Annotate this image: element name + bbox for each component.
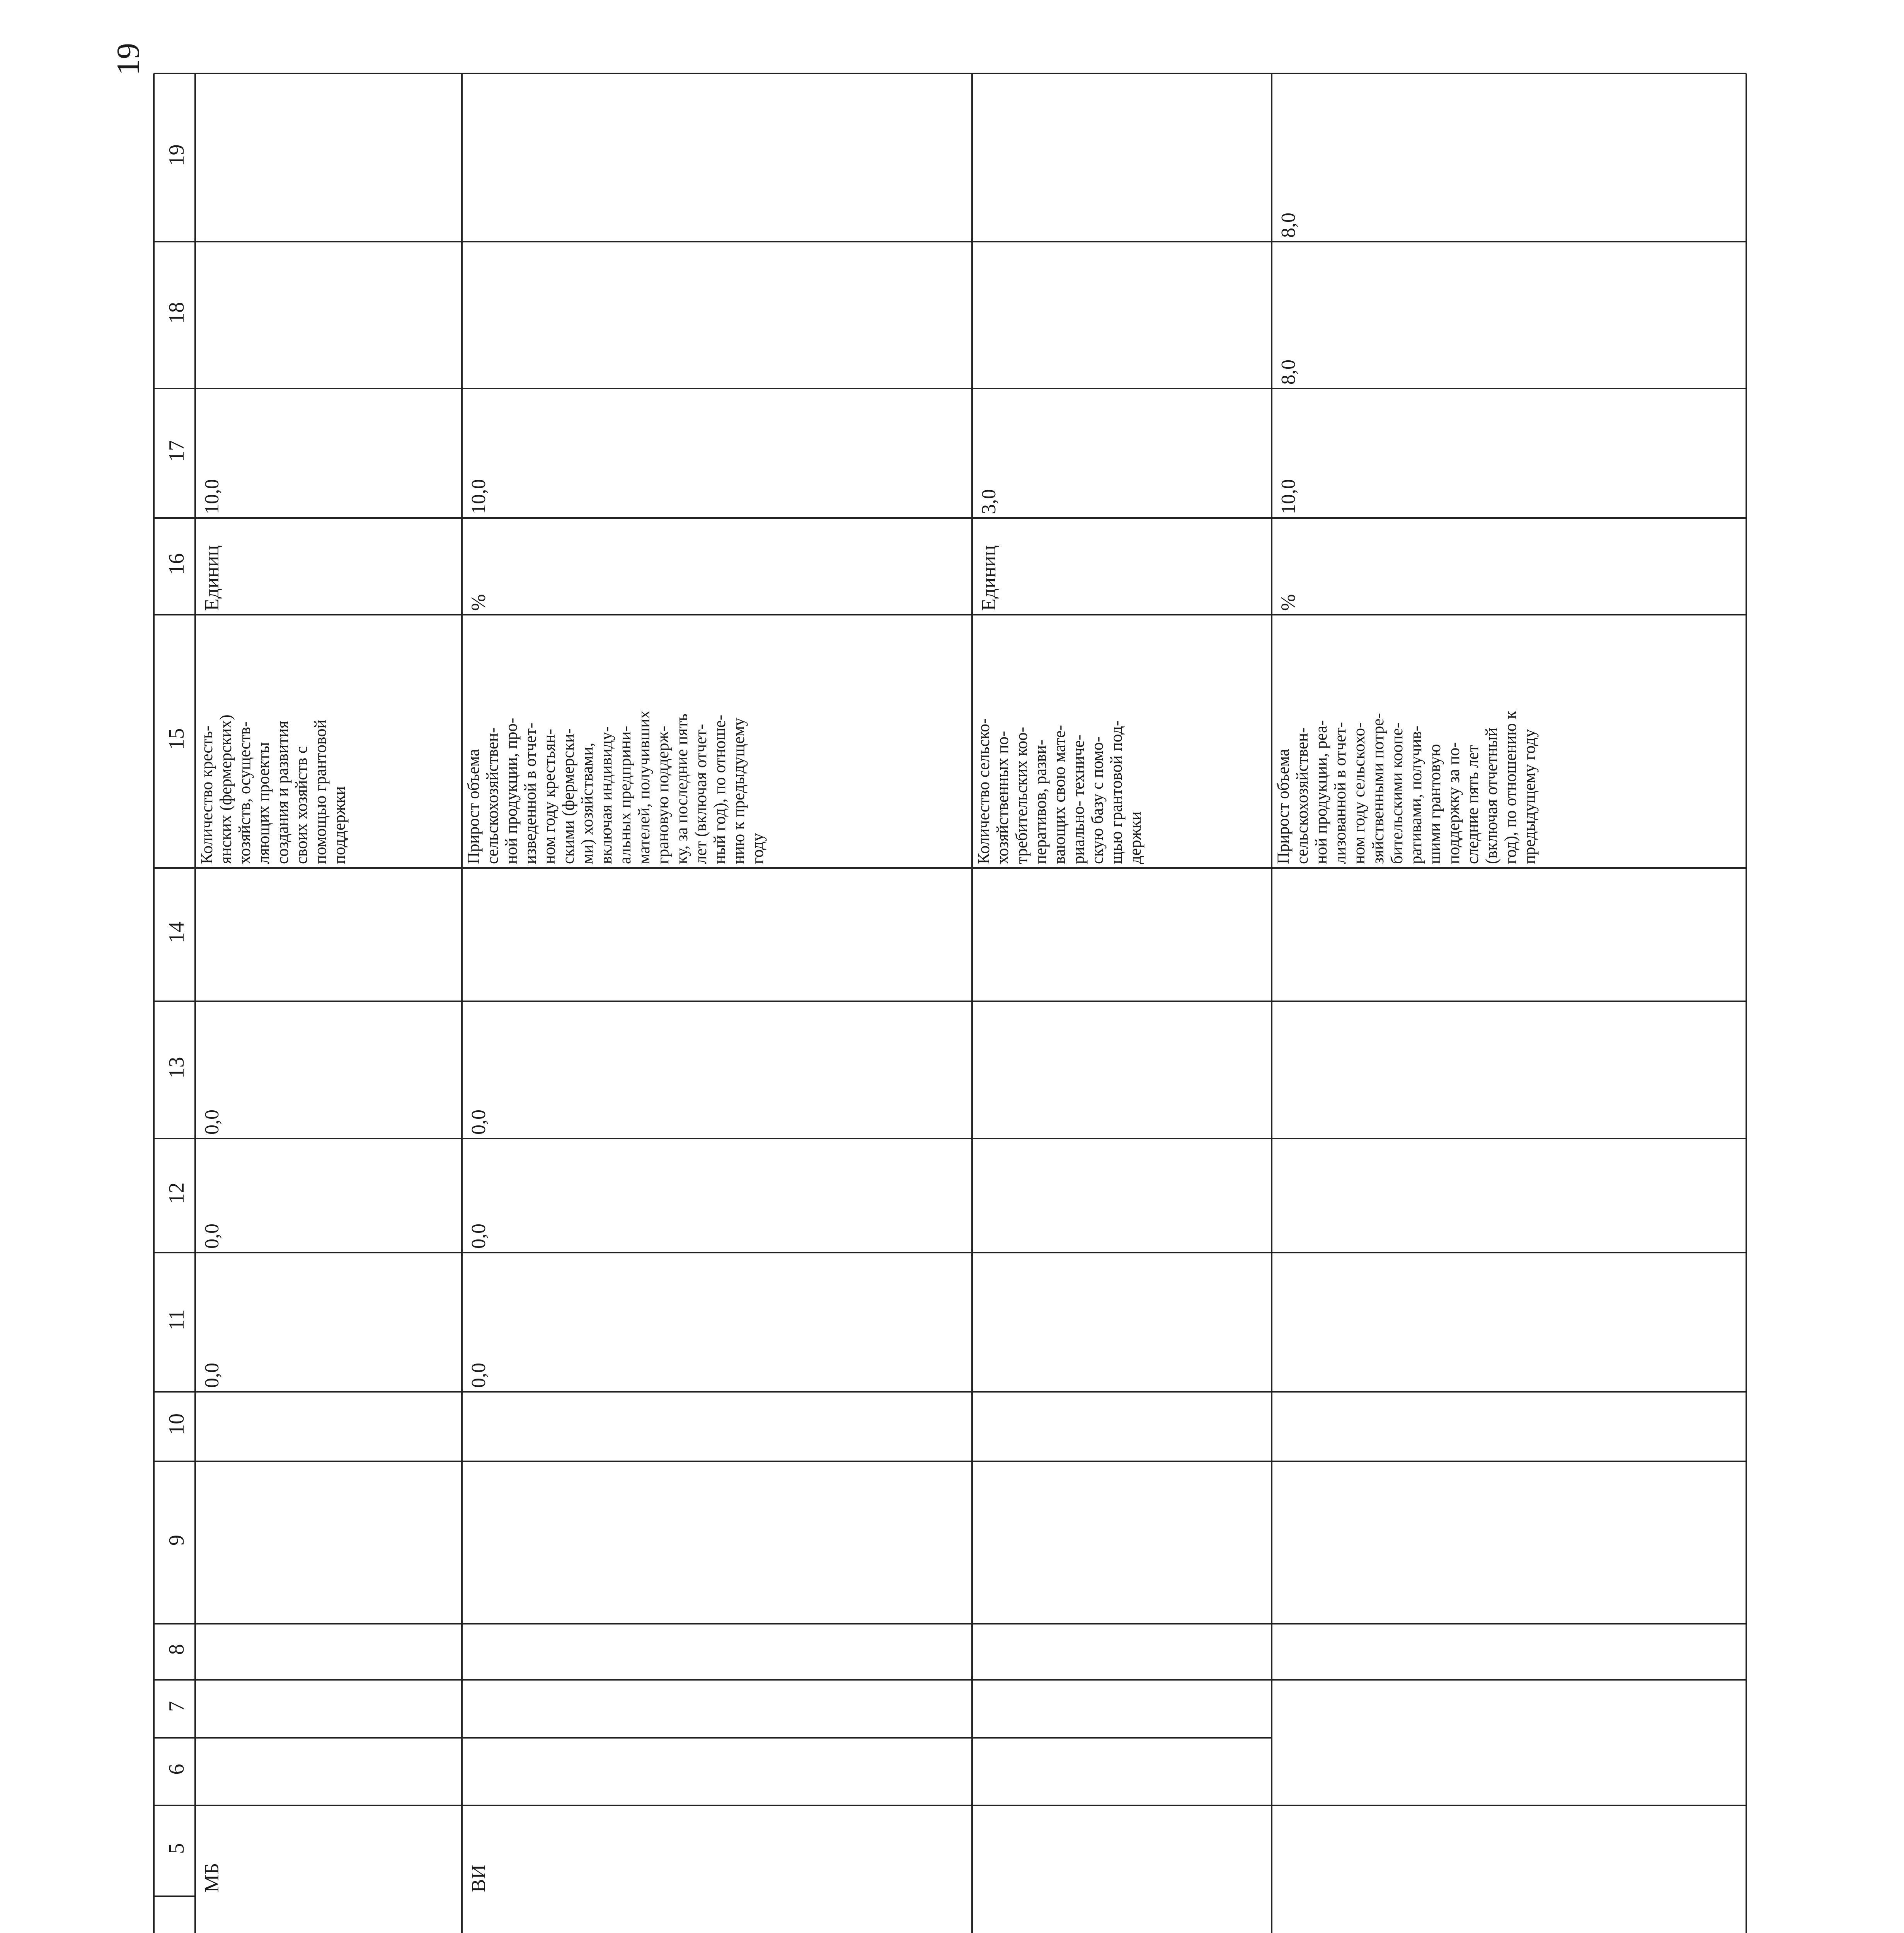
column-header-4-text <box>154 1896 195 1933</box>
column-header-14-text: 14 <box>164 921 189 943</box>
row-2-col-17-text: 10,0 <box>468 479 490 514</box>
row-3-indicator-name-text: Количество сельско- хозяйственных по- требительских коо- перативов, разви- вающих свою мате- риально- техниче- скую базу с помо- щью грантовой под- держки <box>975 718 1144 864</box>
column-header-8 <box>154 1624 195 1680</box>
row-4-indicator-name <box>1272 615 1746 868</box>
column-header-13-text: 13 <box>164 1057 189 1079</box>
column-header-12 <box>154 1139 195 1253</box>
row-2-source <box>462 1805 972 1896</box>
row-1-col-12-text: 0,0 <box>201 1224 223 1249</box>
row-1-col-11-text: 0,0 <box>201 1363 223 1388</box>
row-2-col-13 <box>462 1001 972 1139</box>
row-4-col-19 <box>1272 73 1746 242</box>
column-header-11 <box>154 1253 195 1392</box>
row-4-indicator-name-text: Прирост объема сельскохозяйствен- ной продукции, реа- лизованной в отчет- ном году сельскохо- зяйственными потре- бительскими коопе- ративами, получив- шими грантовую поддержку за по- следние пять лет (включая отчетный год), по отношению к предыдущему году <box>1274 711 1539 864</box>
row-1-col-17-text: 10,0 <box>201 479 223 514</box>
column-header-7-text: 7 <box>164 1701 189 1712</box>
column-header-18 <box>154 242 195 389</box>
column-header-13 <box>154 1001 195 1139</box>
row-2-col-17 <box>462 389 972 518</box>
row-4-col-18 <box>1272 242 1746 389</box>
row-2-col-11 <box>462 1253 972 1392</box>
row-2-source-text: ВИ <box>468 1864 490 1892</box>
row-2-indicator-name <box>462 615 972 868</box>
row-2-col-11-text: 0,0 <box>468 1363 490 1388</box>
row-1-unit <box>195 518 462 615</box>
column-header-10-text: 10 <box>164 1413 189 1435</box>
column-header-10 <box>154 1392 195 1461</box>
row-4-unit-text: % <box>1277 594 1299 611</box>
row-3-col-17 <box>972 389 1272 518</box>
column-header-8-text: 8 <box>164 1644 189 1655</box>
row-3-indicator-name <box>972 615 1272 868</box>
column-header-11-text: 11 <box>164 1309 189 1330</box>
row-1-indicator-name <box>195 615 462 868</box>
column-header-7 <box>154 1680 195 1738</box>
row-2-col-12 <box>462 1139 972 1253</box>
row-4-col-19-text: 8,0 <box>1277 213 1299 238</box>
row-divider <box>154 1679 1746 1681</box>
column-header-12-text: 12 <box>164 1182 189 1204</box>
page-number: 19 <box>110 43 146 75</box>
indicator-table <box>154 73 1746 1933</box>
row-1-col-17 <box>195 389 462 518</box>
row-1-col-12 <box>195 1139 462 1253</box>
row-1-source-text: МБ <box>201 1863 223 1892</box>
column-header-18-text: 18 <box>164 302 189 324</box>
row-2-col-12-text: 0,0 <box>468 1224 490 1249</box>
column-header-15 <box>154 615 195 868</box>
row-1-unit-text: Единиц <box>201 545 223 611</box>
column-header-16 <box>154 518 195 615</box>
column-header-9 <box>154 1461 195 1624</box>
column-header-17 <box>154 389 195 518</box>
row-2-indicator-name-text: Прирост объема сельскохозяйствен- ной продукции, про- изведенной в отчет- ном году крестьян- скими (фермерски- ми) хозяйствами, включая индивиду- альных предприни- мателей, получивших грановую поддерж- ку, за последние пять лет (включая отчет- ный год), по отноше- нию к предыдущему году <box>465 710 767 864</box>
column-header-6-text: 6 <box>164 1764 189 1775</box>
row-1-col-13 <box>195 1001 462 1139</box>
row-3-unit <box>972 518 1272 615</box>
column-header-5 <box>154 1805 195 1896</box>
row-3-unit-text: Единиц <box>978 545 1000 611</box>
row-1-source <box>195 1805 462 1896</box>
column-header-6 <box>154 1738 195 1805</box>
column-header-14 <box>154 868 195 1001</box>
column-header-19 <box>154 73 195 242</box>
row-divider <box>154 1461 1746 1462</box>
row-1-col-13-text: 0,0 <box>201 1110 223 1135</box>
row-4-col-17 <box>1272 389 1746 518</box>
row-2-col-13-text: 0,0 <box>468 1110 490 1135</box>
column-header-9-text: 9 <box>164 1535 189 1546</box>
row-4-col-18-text: 8,0 <box>1277 360 1299 385</box>
row-divider <box>154 1737 1272 1739</box>
column-header-17-text: 17 <box>164 440 189 462</box>
column-header-16-text: 16 <box>164 553 189 575</box>
row-2-unit-text: % <box>468 594 490 611</box>
row-3-col-17-text: 3,0 <box>978 489 1000 514</box>
row-4-unit <box>1272 518 1746 615</box>
row-1-col-11 <box>195 1253 462 1392</box>
column-header-4 <box>154 1896 195 1933</box>
row-2-unit <box>462 518 972 615</box>
column-header-5-text: 5 <box>164 1843 189 1854</box>
column-header-15-text: 15 <box>164 728 189 750</box>
row-4-col-17-text: 10,0 <box>1277 479 1299 514</box>
row-divider <box>154 1623 1746 1624</box>
column-header-19-text: 19 <box>164 144 189 166</box>
row-1-indicator-name-text: Количество кресть- янских (фермерских) хозяйств, осуществ- ляющих проекты создания и развития своих хозяйств с помощью грантовой поддержки <box>198 714 349 864</box>
